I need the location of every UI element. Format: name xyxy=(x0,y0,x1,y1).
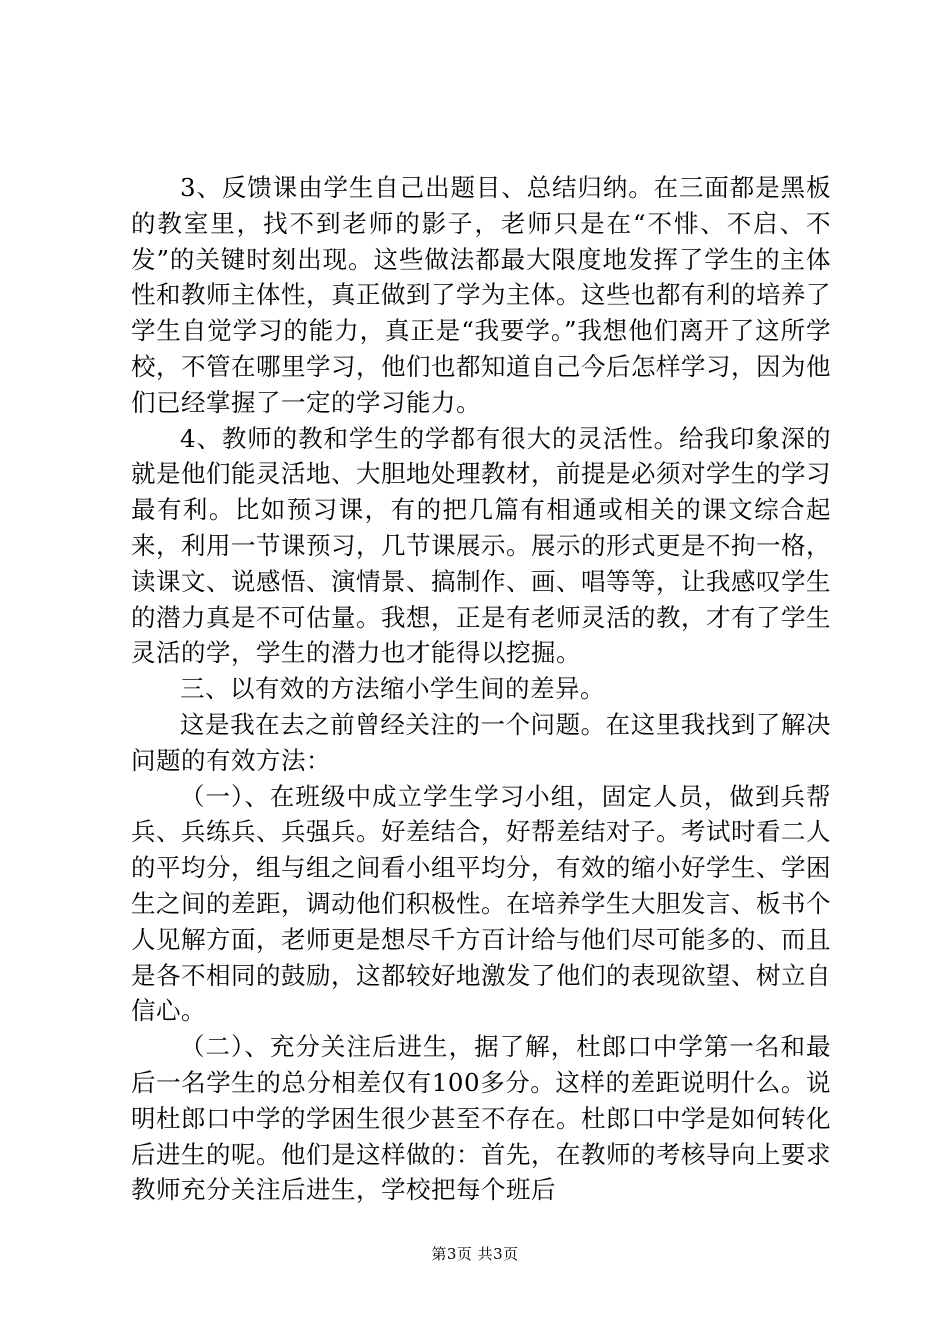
paragraph-struggling-students: （二）、充分关注后进生，据了解，杜郎口中学第一名和最后一名学生的总分相差仅有100多分。这样的差距说明什么。说明杜郎口中学的学困生很少甚至不存在。杜郎口中学是如何转化后进生的呢。他们是这样做的：首先，在教师的考核导向上要求教师充分关注后进生，学校把每个班后 xyxy=(131,1032,831,1205)
paragraph-flexibility: 4、教师的教和学生的学都有很大的灵活性。给我印象深的就是他们能灵活地、大胆地处理教材，前提是必须对学生的学习最有利。比如预习课，有的把几篇有相通或相关的课文综合起来，利用一节课预习，几节课展示。展示的形式更是不拘一格，读课文、说感悟、演情景、搞制作、画、唱等等，让我感叹学生的潜力真是不可估量。我想，正是有老师灵活的教，才有了学生灵活的学，学生的潜力也才能得以挖掘。 xyxy=(131,423,831,668)
paragraph-study-groups: （一）、在班级中成立学生学习小组，固定人员，做到兵帮兵、兵练兵、兵强兵。好差结合，好帮差结对子。考试时看二人的平均分，组与组之间看小组平均分，有效的缩小好学生、学困生之间的差距，调动他们积极性。在培养学生大胆发言、板书个人见解方面，老师更是想尽千方百计给与他们尽可能多的、而且是各不相同的鼓励，这都较好地激发了他们的表现欲望、树立自信心。 xyxy=(131,781,831,1026)
section-heading-reduce-gap: 三、以有效的方法缩小学生间的差异。 xyxy=(180,674,605,704)
document-body xyxy=(131,170,831,1208)
paragraph-feedback-class: 3、反馈课由学生自己出题目、总结归纳。在三面都是黑板的教室里，找不到老师的影子，老师只是在“不悱、不启、不发”的关键时刻出现。这些做法都最大限度地发挥了学生的主体性和教师主体性，真正做到了学为主体。这些也都有利的培养了学生自觉学习的能力，真正是“我要学。”我想他们离开了这所学校，不管在哪里学习，他们也都知道自己今后怎样学习，因为他们已经掌握了一定的学习能力。 xyxy=(131,173,831,417)
paragraph-intro-methods: 这是我在去之前曾经关注的一个问题。在这里我找到了解决问题的有效方法： xyxy=(131,709,831,775)
page-footer: 第3页 共3页 xyxy=(431,1245,519,1263)
